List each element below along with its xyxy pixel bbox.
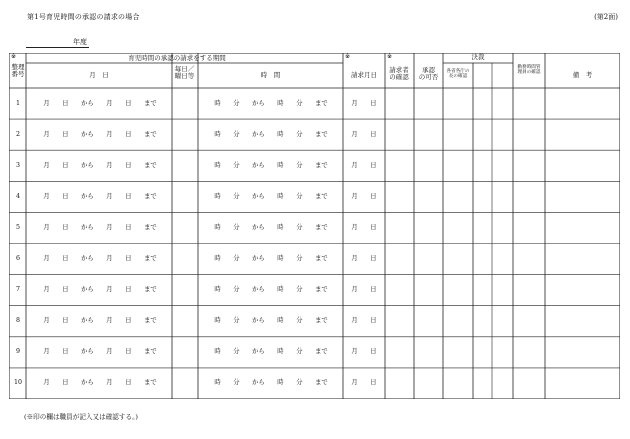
row-date-range[interactable]: 月 日 から 月 日 まで bbox=[43, 161, 157, 169]
header-dept-head-confirm: 各省各庁の 長の確認 bbox=[446, 69, 470, 80]
year-label: 年度 bbox=[73, 38, 87, 46]
row-number: 8 bbox=[15, 317, 20, 325]
header-kessai: 決裁 bbox=[471, 53, 485, 61]
header-request-period: 育児時間の承認の請求をする期間 bbox=[128, 54, 226, 62]
row-date-range[interactable]: 月 日 から 月 日 まで bbox=[43, 223, 157, 231]
row-time-range[interactable]: 時 分 から 時 分 まで bbox=[214, 255, 328, 263]
page-label: (第2面) bbox=[594, 13, 618, 21]
row-request-date[interactable]: 月 日 bbox=[351, 192, 377, 200]
row-time-range[interactable]: 時 分 から 時 分 まで bbox=[214, 379, 328, 387]
row-time-range[interactable]: 時 分 から 時 分 まで bbox=[214, 99, 328, 107]
row-time-range[interactable]: 時 分 から 時 分 まで bbox=[214, 161, 328, 169]
row-date-range[interactable]: 月 日 から 月 日 まで bbox=[43, 286, 157, 294]
header-time: 時 間 bbox=[260, 71, 281, 79]
form-title: 第1号育児時間の承認の請求の場合 bbox=[27, 13, 140, 21]
header-remarks: 備 考 bbox=[572, 71, 593, 79]
mark-request-date: ※ bbox=[345, 53, 351, 60]
header-date-range: 月 日 bbox=[89, 71, 109, 79]
header-weekday: 毎日／ 曜日等 bbox=[174, 65, 195, 81]
header-duty-manager-confirm: 勤務時間管 理員の確認 bbox=[517, 65, 541, 76]
row-request-date[interactable]: 月 日 bbox=[351, 99, 377, 107]
row-date-range[interactable]: 月 日 から 月 日 まで bbox=[43, 379, 157, 387]
row-number: 9 bbox=[15, 348, 20, 356]
row-number: 3 bbox=[15, 161, 20, 169]
row-date-range[interactable]: 月 日 から 月 日 まで bbox=[43, 348, 157, 356]
row-date-range[interactable]: 月 日 から 月 日 まで bbox=[43, 130, 157, 138]
row-request-date[interactable]: 月 日 bbox=[351, 286, 377, 294]
row-request-date[interactable]: 月 日 bbox=[351, 379, 377, 387]
row-request-date[interactable]: 月 日 bbox=[351, 161, 377, 169]
row-date-range[interactable]: 月 日 から 月 日 まで bbox=[43, 192, 157, 200]
mark-confirmation: ※ bbox=[387, 53, 393, 60]
mark-seiri-column: ※ bbox=[11, 53, 17, 60]
row-date-range[interactable]: 月 日 から 月 日 まで bbox=[43, 99, 157, 107]
request-table bbox=[9, 53, 620, 399]
row-request-date[interactable]: 月 日 bbox=[351, 223, 377, 231]
row-number: 6 bbox=[15, 255, 20, 263]
row-number: 5 bbox=[15, 223, 20, 231]
row-date-range[interactable]: 月 日 から 月 日 まで bbox=[43, 317, 157, 325]
row-request-date[interactable]: 月 日 bbox=[351, 255, 377, 263]
row-number: 7 bbox=[15, 286, 20, 294]
header-approval: 承認 の可否 bbox=[418, 66, 439, 82]
header-requester-confirm: 請求者 の確認 bbox=[389, 66, 409, 82]
row-number: 2 bbox=[15, 130, 20, 138]
row-time-range[interactable]: 時 分 から 時 分 まで bbox=[214, 192, 328, 200]
row-request-date[interactable]: 月 日 bbox=[351, 348, 377, 356]
row-time-range[interactable]: 時 分 から 時 分 まで bbox=[214, 317, 328, 325]
row-time-range[interactable]: 時 分 から 時 分 まで bbox=[214, 130, 328, 138]
row-number: 1 bbox=[15, 99, 20, 107]
header-request-date: 請求月日 bbox=[351, 71, 377, 79]
header-seiri-number: 整理 番号 bbox=[11, 63, 25, 79]
row-time-range[interactable]: 時 分 から 時 分 まで bbox=[214, 286, 328, 294]
row-number: 10 bbox=[13, 379, 22, 387]
footnote: (※印の欄は職員が記入又は確認する。) bbox=[24, 413, 138, 421]
row-number: 4 bbox=[15, 192, 20, 200]
row-request-date[interactable]: 月 日 bbox=[351, 130, 377, 138]
row-date-range[interactable]: 月 日 から 月 日 まで bbox=[43, 255, 157, 263]
row-request-date[interactable]: 月 日 bbox=[351, 317, 377, 325]
row-time-range[interactable]: 時 分 から 時 分 まで bbox=[214, 223, 328, 231]
row-time-range[interactable]: 時 分 から 時 分 まで bbox=[214, 348, 328, 356]
